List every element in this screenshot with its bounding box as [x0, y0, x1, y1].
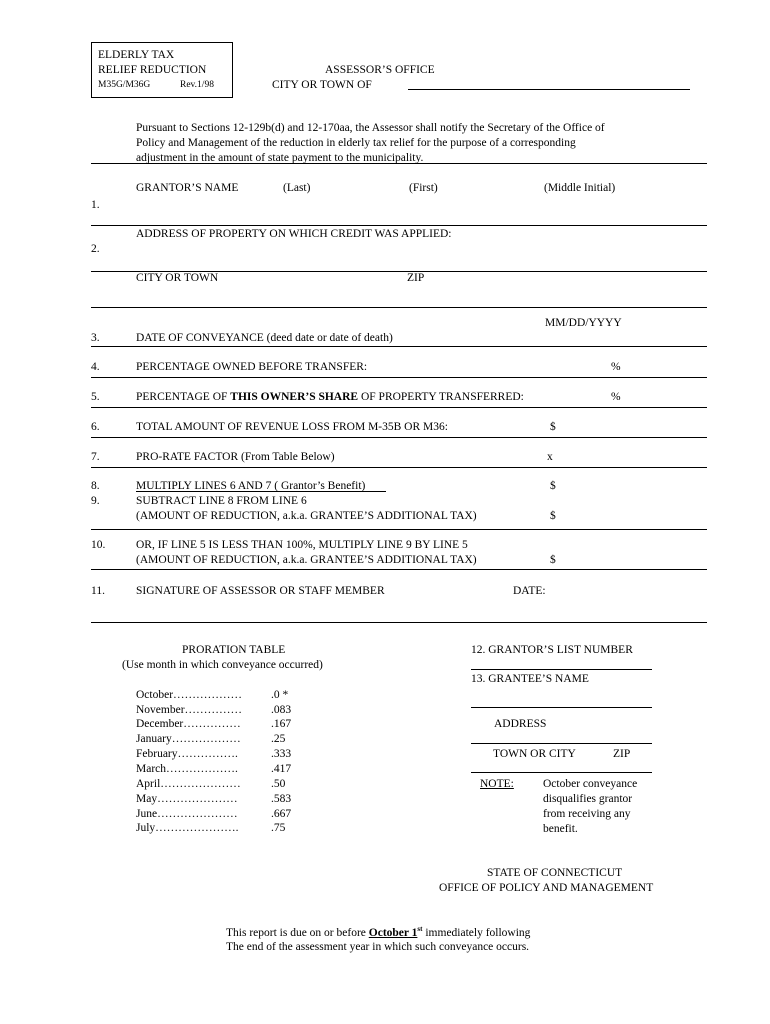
percentage-owned-label: PERCENTAGE OWNED BEFORE TRANSFER:	[136, 361, 368, 373]
grantor-name-label: GRANTOR’S NAME	[136, 182, 239, 194]
grantor-first-label: (First)	[409, 182, 438, 194]
line-number-4: 4.	[91, 361, 100, 373]
reduction-amount-alt-label: (AMOUNT OF REDUCTION, a.k.a. GRANTEE’S ADDITIONAL TAX)	[136, 554, 477, 566]
table-month: April…………………	[136, 778, 241, 790]
grantee-address-field[interactable]	[471, 743, 652, 744]
percentage-owned-field[interactable]	[91, 377, 707, 378]
city-or-town-field[interactable]	[408, 89, 690, 90]
due-date-notice	[226, 925, 530, 940]
note-line: disqualifies grantor	[543, 793, 633, 805]
line-number-7: 7.	[91, 451, 100, 463]
table-factor: .333	[271, 748, 292, 760]
share-transferred-field[interactable]	[91, 407, 707, 408]
grantee-address-label: ADDRESS	[494, 718, 547, 730]
intro-paragraph	[136, 121, 656, 166]
state-name: STATE OF CONNECTICUT	[487, 867, 623, 879]
percent-symbol: %	[611, 391, 621, 403]
dollar-symbol: $	[550, 510, 556, 522]
line-number-9: 9.	[91, 495, 100, 507]
reduction-amount-field[interactable]	[91, 529, 707, 530]
table-month: December……………	[136, 718, 241, 730]
line-number-5: 5.	[91, 391, 100, 403]
table-factor: .667	[271, 808, 292, 820]
dollar-symbol: $	[550, 554, 556, 566]
grantor-list-number-label: 12. GRANTOR’S LIST NUMBER	[471, 644, 633, 656]
form-title-line2: RELIEF REDUCTION	[98, 64, 207, 76]
grantor-last-label: (Last)	[283, 182, 311, 194]
table-month: February…………….	[136, 748, 238, 760]
due-date-suffix: st	[417, 925, 423, 933]
table-factor: .417	[271, 763, 292, 775]
line-number-6: 6.	[91, 421, 100, 433]
proration-table-title: PRORATION TABLE	[182, 644, 286, 656]
date-of-conveyance-field[interactable]	[91, 346, 707, 347]
form-code: M35G/M36G	[98, 80, 151, 90]
line-number-3: 3.	[91, 332, 100, 344]
table-month: May…………………	[136, 793, 238, 805]
grantor-list-number-field[interactable]	[471, 669, 652, 670]
table-factor: .25	[271, 733, 286, 745]
assessor-office: ASSESSOR’S OFFICE	[325, 64, 435, 76]
date-format-label: MM/DD/YYYY	[545, 317, 622, 329]
grantee-zip-label: ZIP	[613, 748, 631, 760]
city-or-town-label: CITY OR TOWN OF	[272, 79, 372, 91]
date-of-conveyance-label: DATE OF CONVEYANCE (deed date or date of death)	[136, 332, 393, 344]
subtract-line-label: SUBTRACT LINE 8 FROM LINE 6	[136, 495, 307, 507]
city-zip-field[interactable]	[91, 307, 707, 308]
dollar-symbol: $	[550, 421, 556, 433]
due-text-part2: immediately following	[422, 926, 531, 939]
table-factor: .583	[271, 793, 292, 805]
note-line: benefit.	[543, 823, 578, 835]
signature-label: SIGNATURE OF ASSESSOR OR STAFF MEMBER	[136, 585, 385, 597]
grantor-name-field[interactable]	[91, 225, 707, 226]
percent-symbol: %	[611, 361, 621, 373]
table-factor: .083	[271, 704, 292, 716]
form-revision: Rev.1/98	[180, 80, 214, 90]
multiply-symbol: x	[547, 451, 553, 463]
reduction-amount-alt-field[interactable]	[91, 569, 707, 570]
share-transferred-label	[136, 390, 524, 404]
share-label-bold: THIS OWNER’S SHARE	[230, 391, 359, 403]
intro-line-2: Policy and Management of the reduction in elderly tax relief for the purpose of a corresponding	[136, 137, 576, 149]
pro-rate-factor-field[interactable]	[91, 467, 707, 468]
due-text-part1: This report is due on or before	[226, 926, 369, 939]
line-number-2: 2.	[91, 243, 100, 255]
grantee-town-zip-field[interactable]	[471, 772, 652, 773]
dollar-symbol: $	[550, 480, 556, 492]
table-factor: .167	[271, 718, 292, 730]
grantee-name-label: 13. GRANTEE’S NAME	[471, 673, 589, 685]
line-number-8: 8.	[91, 480, 100, 492]
property-address-label: ADDRESS OF PROPERTY ON WHICH CREDIT WAS APPLIED:	[136, 228, 452, 240]
revenue-loss-field[interactable]	[91, 437, 707, 438]
pro-rate-factor-label: PRO-RATE FACTOR (From Table Below)	[136, 451, 335, 463]
revenue-loss-label: TOTAL AMOUNT OF REVENUE LOSS FROM M-35B OR M36:	[136, 421, 448, 433]
office-of-policy: OFFICE OF POLICY AND MANAGEMENT	[439, 882, 654, 894]
grantee-name-field[interactable]	[471, 707, 652, 708]
city-town-label: CITY OR TOWN	[136, 272, 219, 284]
intro-line-3: adjustment in the amount of state payment to the municipality.	[136, 152, 424, 164]
table-factor: .0 *	[271, 689, 289, 701]
table-factor: .50	[271, 778, 286, 790]
note-label: NOTE:	[480, 778, 514, 790]
line-number-1: 1.	[91, 199, 100, 211]
note-line: from receiving any	[543, 808, 631, 820]
divider	[91, 163, 707, 164]
grantor-benefit-label: MULTIPLY LINES 6 AND 7 ( Grantor’s Benefit)	[136, 480, 366, 492]
grantor-middle-label: (Middle Initial)	[544, 182, 616, 194]
grantor-benefit-field[interactable]	[136, 491, 386, 492]
table-month: January………………	[136, 733, 241, 745]
zip-label: ZIP	[407, 272, 425, 284]
multiply-line-label: OR, IF LINE 5 IS LESS THAN 100%, MULTIPLY LINE 9 BY LINE 5	[136, 539, 468, 551]
table-month: November……………	[136, 704, 243, 716]
signature-field[interactable]	[91, 622, 707, 623]
due-date-notice-line2: The end of the assessment year in which such conveyance occurs.	[226, 941, 530, 953]
proration-table-subtitle: (Use month in which conveyance occurred)	[122, 659, 323, 671]
form-title-line1: ELDERLY TAX	[98, 49, 175, 61]
table-month: July………………….	[136, 822, 239, 834]
table-month: March……………….	[136, 763, 238, 775]
share-label-part1: PERCENTAGE OF	[136, 391, 231, 403]
intro-line-1: Pursuant to Sections 12-129b(d) and 12-170aa, the Assessor shall notify the Secretary of the Office of	[136, 122, 605, 134]
table-month: October………………	[136, 689, 243, 701]
note-line: October conveyance	[543, 778, 638, 790]
table-factor: .75	[271, 822, 286, 834]
grantee-town-label: TOWN OR CITY	[493, 748, 576, 760]
date-label: DATE:	[513, 585, 546, 597]
reduction-amount-label: (AMOUNT OF REDUCTION, a.k.a. GRANTEE’S ADDITIONAL TAX)	[136, 510, 477, 522]
due-date-emphasis: October 1	[368, 926, 418, 939]
table-month: June…………………	[136, 808, 238, 820]
share-label-part2: OF PROPERTY TRANSFERRED:	[358, 391, 524, 403]
line-number-11: 11.	[91, 585, 105, 597]
line-number-10: 10.	[91, 539, 106, 551]
